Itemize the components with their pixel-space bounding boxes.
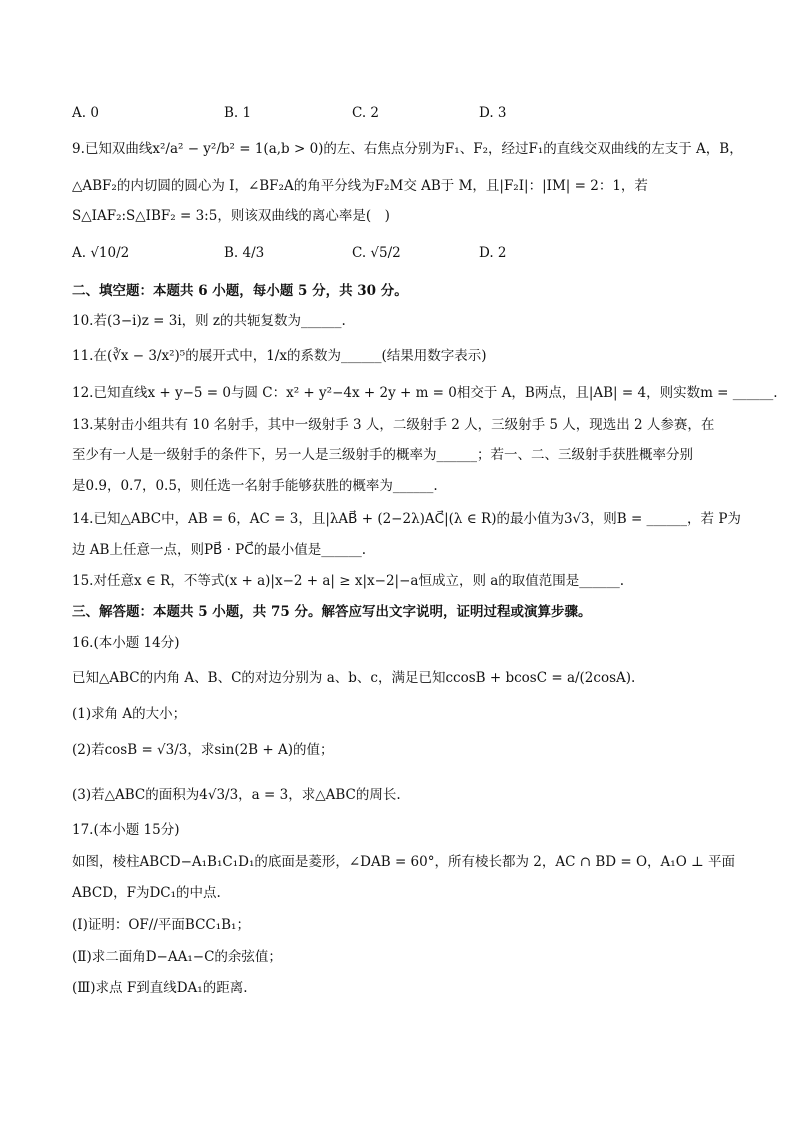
q17-part2: (Ⅱ)求二面角D−AA₁−C的余弦值； <box>72 949 282 965</box>
q17-part1: (Ⅰ)证明：OF//平面BCC₁B₁； <box>72 917 250 933</box>
q13-line2: 至少有一人是一级射手的条件下，另一人是三级射手的概率为______；若一、二、三级射手获胜概率分别 <box>72 447 693 463</box>
section-fill-in-heading: 二、填空题：本题共 6 小题，每小题 5 分，共 30 分。 <box>72 283 408 299</box>
q9-line3: S△IAF₂:S△IBF₂ = 3:5，则该双曲线的离心率是( ) <box>72 208 390 224</box>
q16-part3: (3)若△ABC的面积为4√3/3，a = 3，求△ABC的周长. <box>72 787 401 803</box>
q9-option-c: C. √5/2 <box>352 245 401 261</box>
q14-line2: 边 AB上任意一点，则PB⃗ · PC⃗的最小值是______. <box>72 542 366 558</box>
q8-option-a: A. 0 <box>72 105 99 121</box>
q13-line3: 是0.9，0.7，0.5，则任选一名射手能够获胜的概率为______. <box>72 478 438 494</box>
section-solutions-heading: 三、解答题：本题共 5 小题，共 75 分。解答应写出文字说明，证明过程或演算步骤。 <box>72 604 592 620</box>
q15: 15.对任意x ∈ R，不等式(x + a)|x−2 + a| ≥ x|x−2|−a恒成立，则 a的取值范围是______. <box>72 573 625 589</box>
q9-line1: 9.已知双曲线x²/a² − y²/b² = 1(a,b > 0)的左、右焦点分别为F₁、F₂，经过F₁的直线交双曲线的左支于 A，B， <box>72 141 743 157</box>
q8-option-b: B. 1 <box>224 105 252 121</box>
q14-line1: 14.已知△ABC中，AB = 6，AC = 3，且|λAB⃗ + (2−2λ)AC⃗|(λ ∈ R)的最小值为3√3，则B = ______，若 P为 <box>72 511 741 527</box>
q17-header: 17.(本小题 15分) <box>72 822 180 838</box>
q13-line1: 13.某射击小组共有 10 名射手，其中一级射手 3 人，二级射手 2 人，三级射手 5 人，现选出 2 人参赛，在 <box>72 417 715 433</box>
q10: 10.若(3−i)z = 3i，则 z的共轭复数为______. <box>72 313 346 329</box>
q11: 11.在(∛x − 3/x²)⁵的展开式中，1/x的系数为______(结果用数字表示) <box>72 348 487 364</box>
q17-stem-line2: ABCD，F为DC₁的中点. <box>72 885 221 901</box>
q16-part2: (2)若cosB = √3/3，求sin(2B + A)的值； <box>72 742 334 758</box>
q12: 12.已知直线x + y−5 = 0与圆 C：x² + y²−4x + 2y + m = 0相交于 A，B两点，且|AB| = 4，则实数m = ______. <box>72 385 778 401</box>
q8-option-c: C. 2 <box>352 105 380 121</box>
q9-line2: △ABF₂的内切圆的圆心为 I，∠BF₂A的角平分线为F₂M交 AB于 M，且|F₂I|：|IM| = 2：1，若 <box>72 178 648 194</box>
q9-option-d: D. 2 <box>479 245 507 261</box>
q9-option-a: A. √10/2 <box>72 245 130 261</box>
q16-header: 16.(本小题 14分) <box>72 635 180 651</box>
q16-stem: 已知△ABC的内角 A、B、C的对边分别为 a、b、c，满足已知ccosB + bcosC = a/(2cosA). <box>72 670 636 686</box>
q16-part1: (1)求角 A的大小； <box>72 706 187 722</box>
q17-part3: (Ⅲ)求点 F到直线DA₁的距离. <box>72 980 248 996</box>
q17-stem-line1: 如图，棱柱ABCD−A₁B₁C₁D₁的底面是菱形，∠DAB = 60°，所有棱长都为 2，AC ∩ BD = O，A₁O ⊥ 平面 <box>72 854 736 870</box>
q8-option-d: D. 3 <box>479 105 507 121</box>
q9-option-b: B. 4/3 <box>224 245 265 261</box>
